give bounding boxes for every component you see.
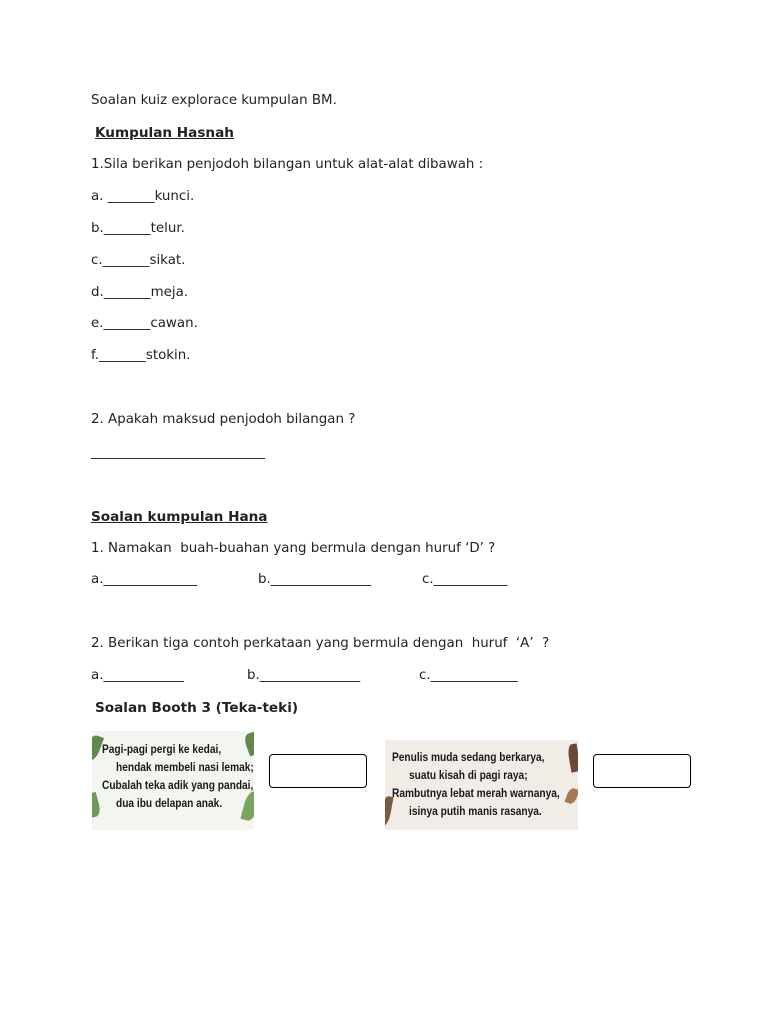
group2-q2-answer-b: b._______________	[247, 668, 361, 683]
leaf-decoration	[243, 732, 254, 757]
group1-answer-line: __________________________	[91, 445, 266, 460]
group1-question-2: 2. Apakah maksud penjodoh bilangan ?	[91, 412, 356, 427]
riddle2-line-3: Rambutnya lebat merah warnanya,	[392, 786, 560, 800]
riddle1-line-2: hendak membeli nasi lemak;	[116, 760, 254, 774]
group2-q2-answer-c: c._____________	[419, 668, 518, 683]
riddle2-line-2: suatu kisah di pagi raya;	[409, 768, 528, 782]
group1-item-e: e._______cawan.	[91, 316, 198, 331]
intro-text: Soalan kuiz explorace kumpulan BM.	[91, 93, 337, 108]
leaf-decoration	[565, 787, 578, 805]
group1-heading: Kumpulan Hasnah	[95, 125, 234, 141]
group2-q1-answer-b: b._______________	[258, 572, 372, 587]
riddle1-line-1: Pagi-pagi pergi ke kedai,	[102, 742, 222, 756]
group1-item-f: f._______stokin.	[91, 348, 191, 363]
leaf-decoration	[240, 790, 254, 823]
answer-box-2[interactable]	[593, 754, 691, 788]
riddle1-line-3: Cubalah teka adik yang pandai,	[102, 778, 254, 792]
group2-heading: Soalan kumpulan Hana	[91, 509, 268, 525]
group2-question-2: 2. Berikan tiga contoh perkataan yang bermula dengan huruf ‘A’ ?	[91, 636, 550, 651]
riddle1-line-4: dua ibu delapan anak.	[116, 796, 223, 810]
riddle-image-2	[385, 740, 578, 830]
group1-item-a: a. _______kunci.	[91, 189, 195, 204]
riddle-image-1	[92, 731, 254, 830]
riddle2-line-1: Penulis muda sedang berkarya,	[392, 750, 545, 764]
group1-item-c: c._______sikat.	[91, 253, 186, 268]
leaf-decoration	[92, 792, 102, 818]
group2-q1-answer-a: a.______________	[91, 572, 198, 587]
group2-q1-answer-c: c.___________	[422, 572, 508, 587]
group2-q2-answer-a: a.____________	[91, 668, 184, 683]
booth3-heading: Soalan Booth 3 (Teka-teki)	[95, 700, 299, 716]
group1-item-d: d._______meja.	[91, 285, 189, 300]
group1-question-1: 1.Sila berikan penjodoh bilangan untuk alat-alat dibawah :	[91, 157, 484, 172]
riddle2-line-4: isinya putih manis rasanya.	[409, 804, 542, 818]
leaf-decoration	[567, 743, 578, 772]
group2-question-1: 1. Namakan buah-buahan yang bermula dengan huruf ‘D’ ?	[91, 541, 496, 556]
answer-box-1[interactable]	[269, 754, 367, 788]
group1-item-b: b._______telur.	[91, 221, 185, 236]
